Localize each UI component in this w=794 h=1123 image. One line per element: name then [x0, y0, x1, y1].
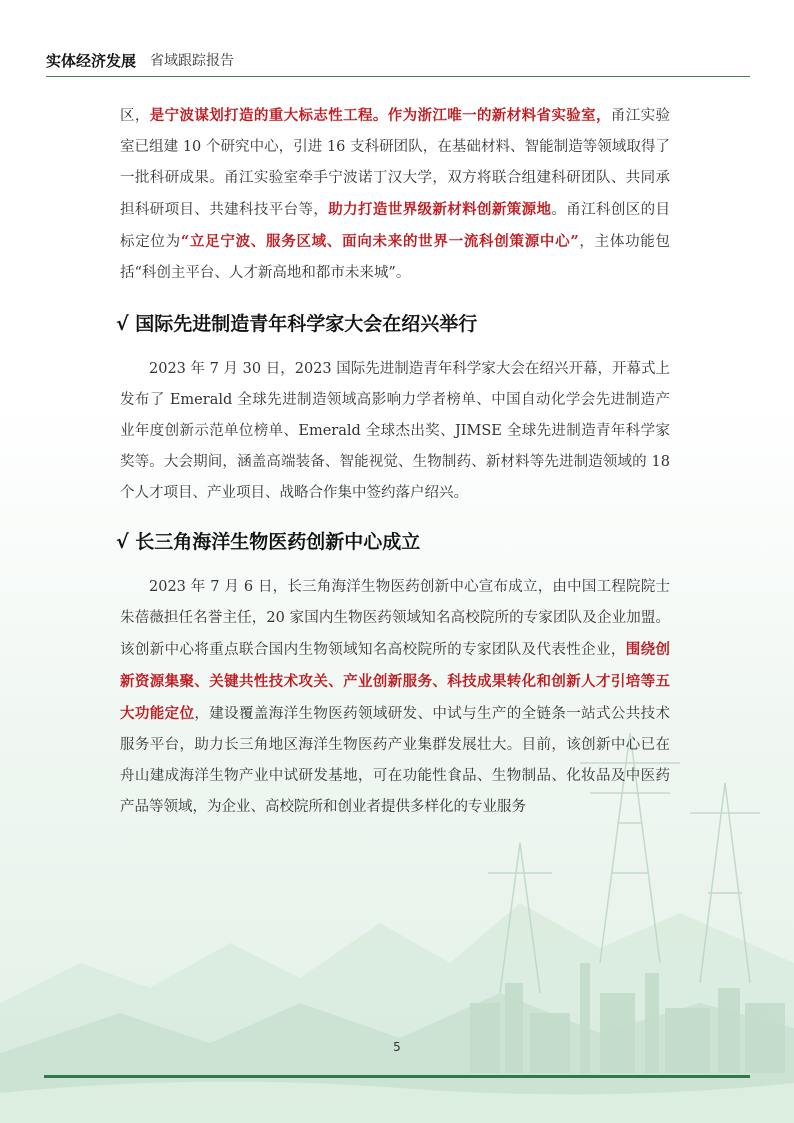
report-brand: 实体经济发展	[46, 52, 137, 70]
highlighted-text: 围绕创新资源集聚、关键共性技术攻关、产业创新服务、科技成果转化和创新人才引培等五大功能定位	[120, 641, 670, 722]
intro-paragraph	[120, 100, 670, 289]
page-number: 5	[393, 1040, 401, 1054]
page-header	[46, 46, 750, 77]
section-heading-youth-scientists: √ 国际先进制造青年科学家大会在绍兴举行	[116, 313, 478, 335]
body-text: 2023 年 7 月 30 日，2023 国际先进制造青年科学家大会在绍兴开幕，开幕式上发布了 Emerald 全球先进制造领域高影响力学者榜单、中国自动化学会先进制造产业年度创新示范单位榜单、Emerald 全球杰出奖、JIMSE 全球先进制造青年科学家奖等。大会期间，涵盖高端装备、智能视觉、生物制药、新材料等先进制造领域的 18 个人才项目、产业项目、战略合作集中签约落户绍兴。	[120, 361, 670, 501]
body-text: ，主体功能包括“科创主平台、人才新高地和都市未来城”。	[120, 234, 671, 281]
highlighted-text: “立足宁波、服务区域、面向未来的世界一流科创策源中心”	[180, 233, 579, 250]
body-text: 甬江实验室已组建 10 个研究中心，引进 16 支科研团队，在基础材料、智能制造等领域取得了一批科研成果。甬江实验室牵手宁波诺丁汉大学，双方将联合组建科研团队、共同承担科研项目、共建科技平台等，	[120, 108, 670, 218]
main-content	[116, 100, 671, 823]
body-text: ，建设覆盖海洋生物医药领域研发、中试与生产的全链条一站式公共技术服务平台，助力长三角地区海洋生物医药产业集群发展壮大。目前，该创新中心已在舟山建成海洋生物产业中试研发基地，可在功能性食品、生物制品、化妆品及中医药产品等领域，为企业、高校院所和创业者提供多样化的专业服务	[120, 706, 670, 815]
highlighted-text: 助力打造世界级新材料创新策源地	[328, 201, 552, 218]
highlighted-text: 是宁波谋划打造的重大标志性工程。作为浙江唯一的新材料省实验室，	[149, 107, 611, 124]
report-subtitle: 省域跟踪报告	[150, 53, 234, 69]
section-paragraph-marine-biomed	[120, 572, 670, 823]
body-text: 2023 年 7 月 6 日，长三角海洋生物医药创新中心宣布成立，由中国工程院院士朱蓓薇担任名誉主任，20 家国内生物医药领域知名高校院所的专家团队及企业加盟。该创新中心将重点联合国内生物领域知名高校院所的专家团队及代表性企业，	[120, 579, 670, 658]
section-paragraph-youth-scientists	[120, 354, 670, 509]
section-heading-marine-biomed: √ 长三角海洋生物医药创新中心成立	[116, 531, 421, 553]
footer-rule	[44, 1075, 750, 1078]
body-text: 区，	[120, 108, 150, 124]
body-text: 。甬江科创区的目标定位为	[120, 202, 670, 250]
